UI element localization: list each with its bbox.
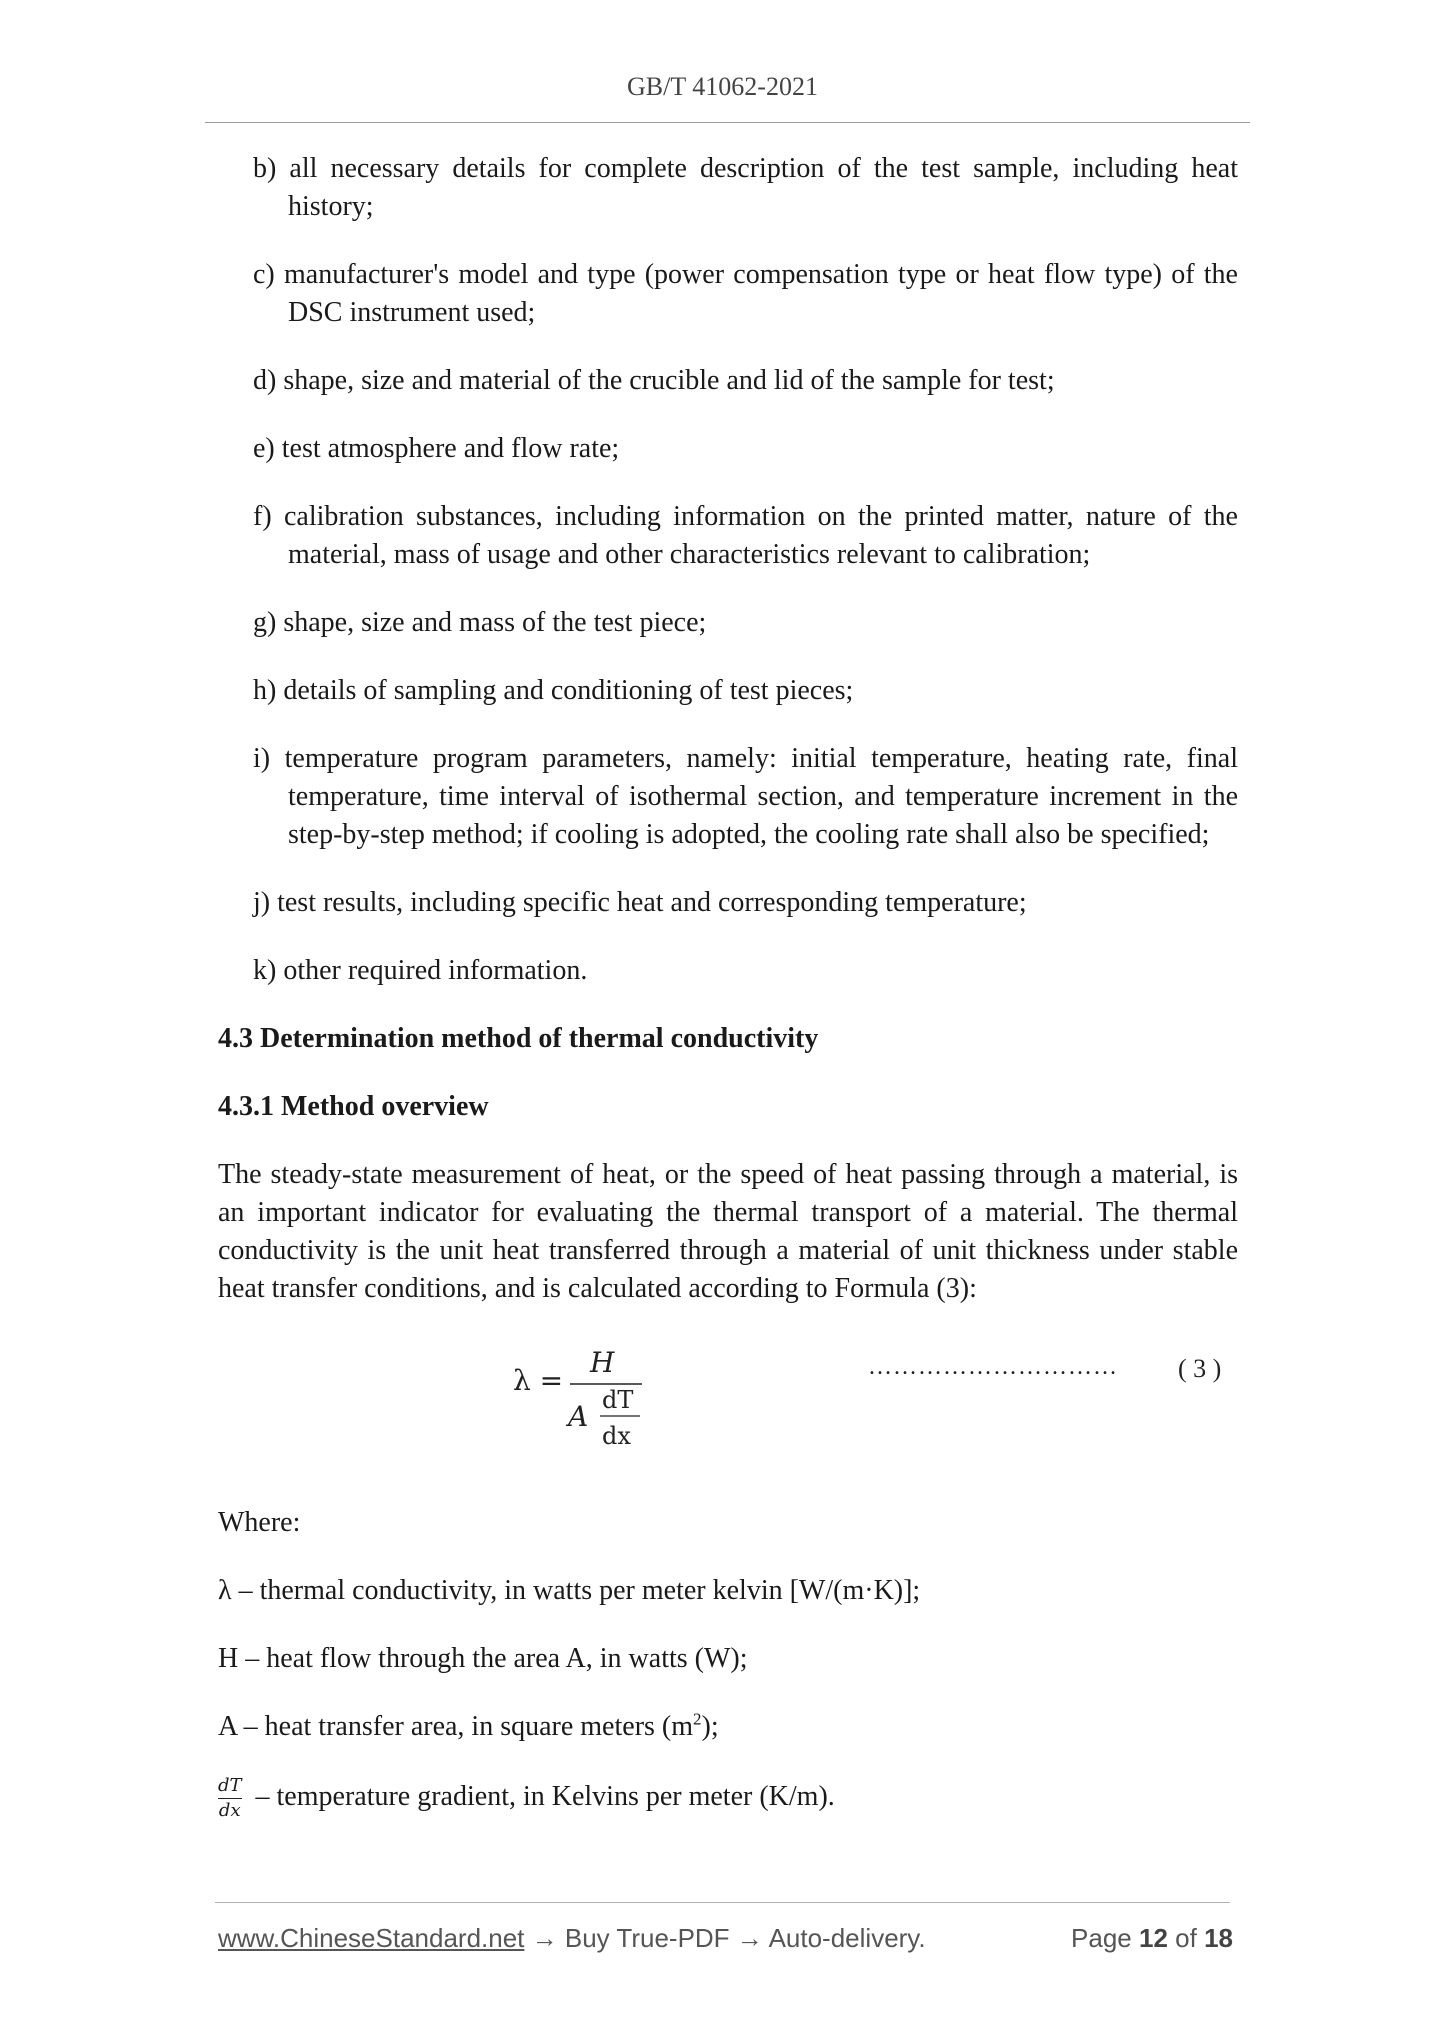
page-of: of [1175,1923,1197,1953]
page-indicator [1071,1923,1233,1954]
list-item-j: j) test results, including specific heat and corresponding temperature; [253,887,1027,918]
method-paragraph: The steady-state measurement of heat, or the speed of heat passing through a material, is an important indicator for evaluating the thermal transport of a material. The thermal conductivity is the unit heat transferred through a material of unit thickness under stable heat transfer conditions, and is calculated according to Formula (3): [218,1159,1238,1304]
where-label: Where: [218,1507,301,1538]
formula-3 [218,1336,1238,1476]
list-item-c: c) manufacturer's model and type (power compensation type or heat flow type) of the DSC instrument used; [253,259,1238,328]
page-label: Page [1071,1923,1132,1953]
definition-h: H – heat flow through the area A, in watts (W); [218,1643,748,1674]
gradient-denominator: dx [218,1800,241,1821]
gradient-bar [218,1798,242,1799]
list-item-d: d) shape, size and material of the crucible and lid of the sample for test; [253,365,1055,396]
formula-inner-num: dT [602,1386,634,1414]
formula-inner-den: dx [602,1422,631,1450]
footer-tagline: → Buy True-PDF → Auto-delivery. [524,1923,926,1953]
definition-lambda: λ – thermal conductivity, in watts per meter kelvin [W/(m·K)]; [218,1575,921,1606]
formula-number: ( 3 ) [1178,1354,1222,1383]
list-item-k: k) other required information. [253,955,588,986]
definition-a [218,1708,1238,1746]
page-content [218,150,1238,1851]
gradient-fraction [218,1776,242,1821]
footer-divider [215,1902,1230,1903]
page-footer [218,1923,1233,1954]
formula-leader-dots: ………………………… [868,1354,1118,1380]
definition-a-superscript: 2 [693,1709,702,1729]
list-item-b: b) all necessary details for complete description of the test sample, including heat history; [253,153,1238,222]
formula-denom-coef: A [568,1400,589,1433]
list-item-f: f) calibration substances, including information on the printed matter, nature of the material, mass of usage and other characteristics relevant to calibration; [253,501,1238,570]
definition-gradient [218,1776,1238,1821]
website-link[interactable]: www.ChineseStandard.net [218,1923,525,1953]
list-item-i: i) temperature program parameters, namely: initial temperature, heating rate, final temperature, time interval of isothermal section, and temperature increment in the step-by-step method; if cooling is adopted, the cooling rate shall also be specified; [253,743,1238,850]
section-heading: 4.3 Determination method of thermal conductivity [218,1023,819,1054]
document-header: GB/T 41062-2021 [627,72,818,101]
formula-lhs: λ = [513,1364,564,1397]
definition-a-suffix: ); [701,1711,719,1742]
header-divider [205,122,1250,123]
definition-a-text: A – heat transfer area, in square meters (m [218,1711,694,1742]
formula-numerator: H [590,1346,615,1379]
list-item-e: e) test atmosphere and flow rate; [253,433,620,464]
gradient-numerator: dT [218,1775,242,1796]
subsection-heading: 4.3.1 Method overview [218,1091,489,1122]
list-item-g: g) shape, size and mass of the test piece; [253,607,707,638]
page-total: 18 [1204,1923,1233,1953]
formula-graphic [218,1336,858,1476]
page-current: 12 [1139,1923,1168,1953]
list-item-h: h) details of sampling and conditioning of test pieces; [253,675,854,706]
gradient-text: – temperature gradient, in Kelvins per meter (K/m). [255,1780,835,1812]
